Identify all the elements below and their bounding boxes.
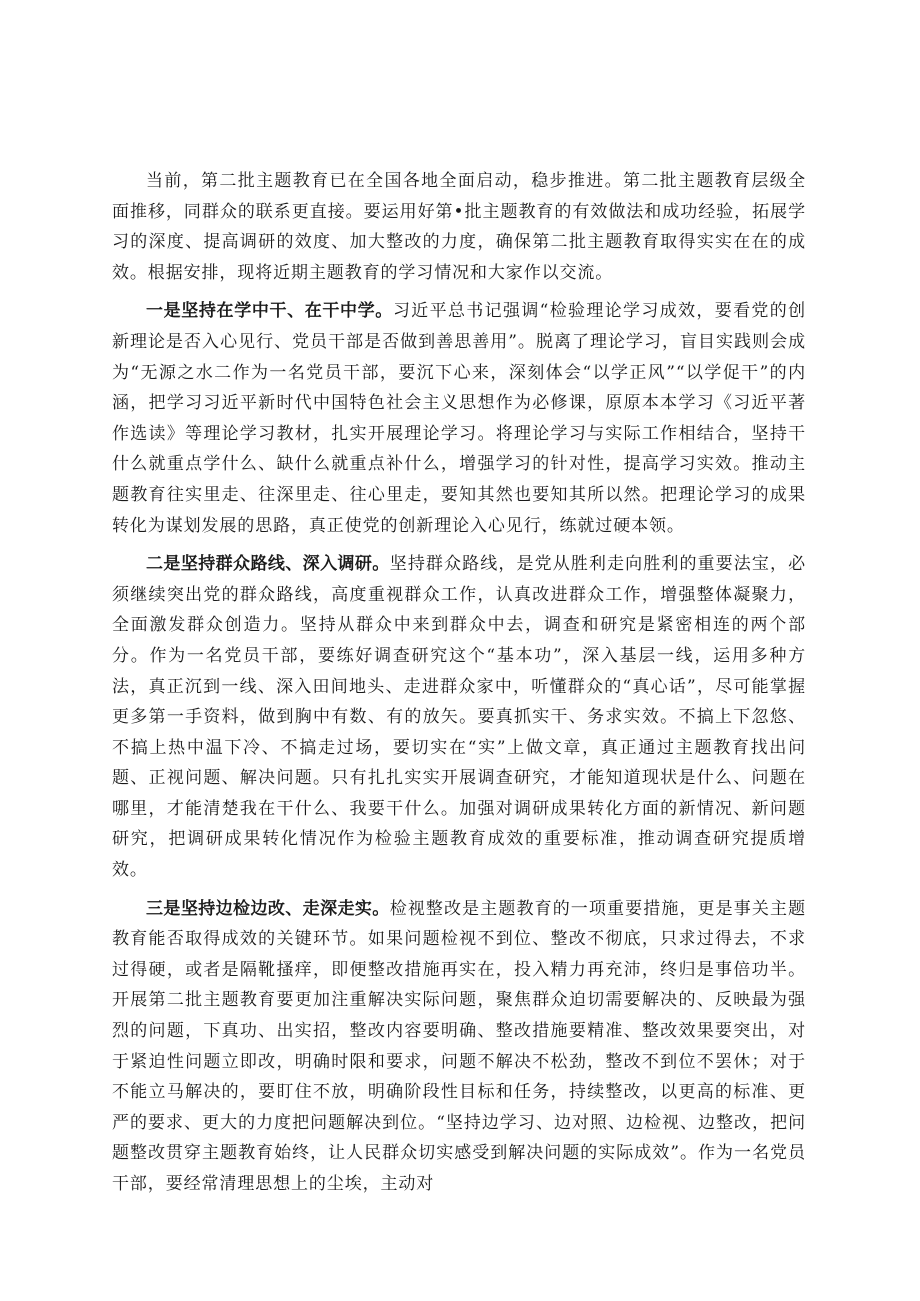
paragraph-point-3 [112, 894, 806, 1200]
paragraph-intro-text: 当前，第二批主题教育已在全国各地全面启动，稳步推进。第二批主题教育层级全面推移，同群众的联系更直接。要运用好第•批主题教育的有效做法和成功经验，拓展学习的深度、提高调研的效度、加大整改的力度，确保第二批主题教育取得实实在在的成效。根据安排，现将近期主题教育的学习情况和大家作以交流。 [112, 171, 806, 283]
point-3-heading: 三是坚持边检边改、走深走实。 [146, 898, 390, 919]
paragraph-point-2 [112, 549, 806, 886]
point-2-heading: 二是坚持群众路线、深入调研。 [146, 554, 390, 575]
point-1-text: 习近平总书记强调“检验理论学习成效，要看党的创新理论是否入心见行、党员干部是否做到善思善用”。脱离了理论学习，盲目实践则会成为“无源之水二作为一名党员干部，要沉下心来，深刻体会“以学正风”“以学促干”的内涵，把学习习近平新时代中国特色社会主义思想作为必修课，原原本本学习《习近平著作选读》等理论学习教材，扎实开展理论学习。将理论学习与实际工作相结合，坚持干什么就重点学什么、缺什么就重点补什么，增强学习的针对性，提高学习实效。推动主题教育往实里走、往深里走、往心里走，要知其然也要知其所以然。把理论学习的成果转化为谋划发展的思路，真正使党的创新理论入心见行，练就过硬本领。 [112, 301, 806, 536]
point-2-text: 坚持群众路线，是党从胜利走向胜利的重要法宝，必须继续突出党的群众路线，高度重视群众工作，认真改进群众工作，增强整体凝聚力，全面激发群众创造力。坚持从群众中来到群众中去，调查和研究是紧密相连的两个部分。作为一名党员干部，要练好调查研究这个“基本功”，深入基层一线，运用多种方法，真正沉到一线、深入田间地头、走进群众家中，听懂群众的“真心话”，尽可能掌握更多第一手资料，做到胸中有数、有的放矢。要真抓实干、务求实效。不搞上下忽悠、不搞上热中温下冷、不搞走过场，要切实在“实”上做文章，真正通过主题教育找出问题、正视问题、解决问题。只有扎扎实实开展调查研究，才能知道现状是什么、问题在哪里，才能清楚我在干什么、我要干什么。加强对调研成果转化方面的新情况、新问题研究，把调研成果转化情况作为检验主题教育成效的重要标准，推动调查研究提质增效。 [112, 554, 806, 881]
point-1-heading: 一是坚持在学中干、在干中学。 [146, 301, 393, 322]
paragraph-intro [112, 166, 806, 288]
document-body [112, 166, 806, 1208]
paragraph-point-1 [112, 296, 806, 541]
point-3-text: 检视整改是主题教育的一项重要措施，更是事关主题教育能否取得成效的关键环节。如果问题检视不到位、整改不彻底，只求过得去，不求过得硬，或者是隔靴搔痒，即便整改措施再实在，投入精力再充沛，终归是事倍功半。开展第二批主题教育要更加注重解决实际问题，聚焦群众迫切需要解决的、反映最为强烈的问题，下真功、出实招，整改内容要明确、整改措施要精准、整改效果要突出，对于紧迫性问题立即改，明确时限和要求，问题不解决不松劲，整改不到位不罢休；对于不能立马解决的，要盯住不放，明确阶段性目标和任务，持续整改，以更高的标准、更严的要求、更大的力度把问题解决到位。“坚持边学习、边对照、边检视、边整改，把问题整改贯穿主题教育始终，让人民群众切实感受到解决问题的实际成效”。作为一名党员干部，要经常清理思想上的尘埃，主动对 [112, 898, 806, 1194]
